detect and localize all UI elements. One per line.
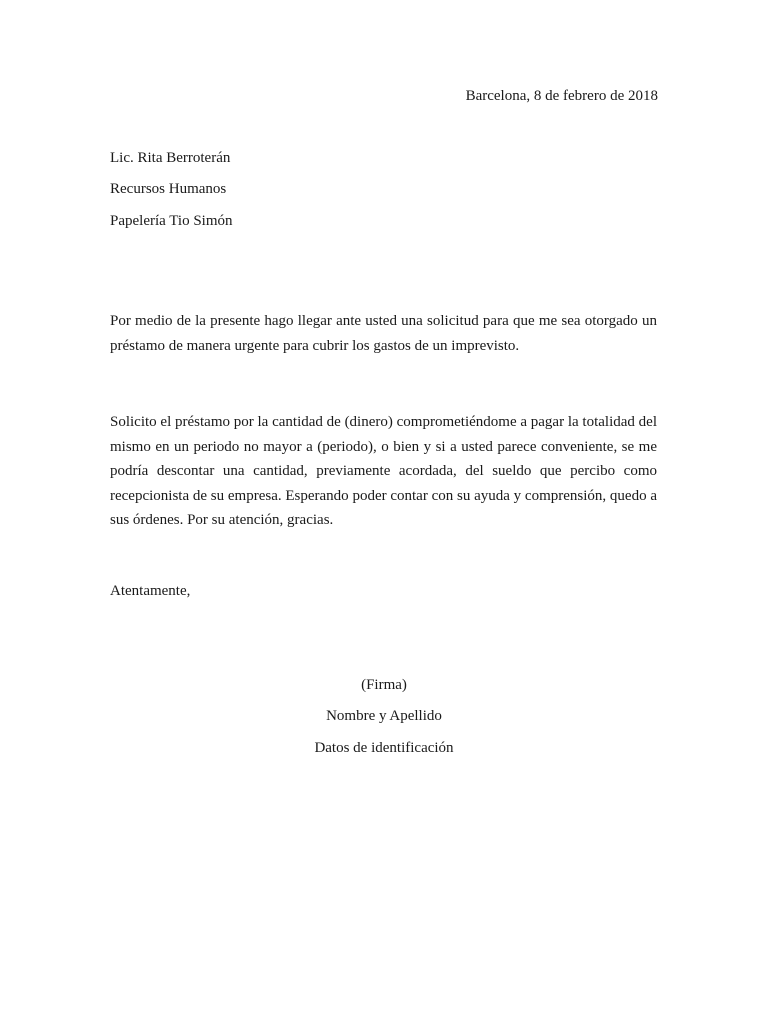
recipient-department: Recursos Humanos — [110, 181, 227, 197]
closing-line: Atentamente, — [110, 583, 191, 599]
date-line: Barcelona, 8 de febrero de 2018 — [465, 88, 658, 104]
signer-name: Nombre y Apellido — [326, 708, 442, 724]
body-paragraph-1: Por medio de la presente hago llegar ante usted una solicitud para que me sea otorgado un préstamo de manera urgente para cubrir los gastos de un imprevisto. — [110, 313, 657, 354]
body-paragraph-2: Solicito el préstamo por la cantidad de (dinero) comprometiéndome a pagar la totalidad del mismo en un periodo no mayor a (periodo), o bien y si a usted parece conveniente, se me podría descontar una cantidad, previamente acordada, del sueldo que percibo como recepcionista de su empresa. Esperando poder contar con su ayuda y comprensión, quedo a sus órdenes. Por su atención, gracias. — [110, 414, 657, 528]
signature-placeholder: (Firma) — [361, 677, 407, 693]
recipient-name: Lic. Rita Berroterán — [110, 150, 231, 166]
recipient-company: Papelería Tio Simón — [110, 213, 233, 229]
signer-id-data: Datos de identificación — [314, 740, 454, 756]
